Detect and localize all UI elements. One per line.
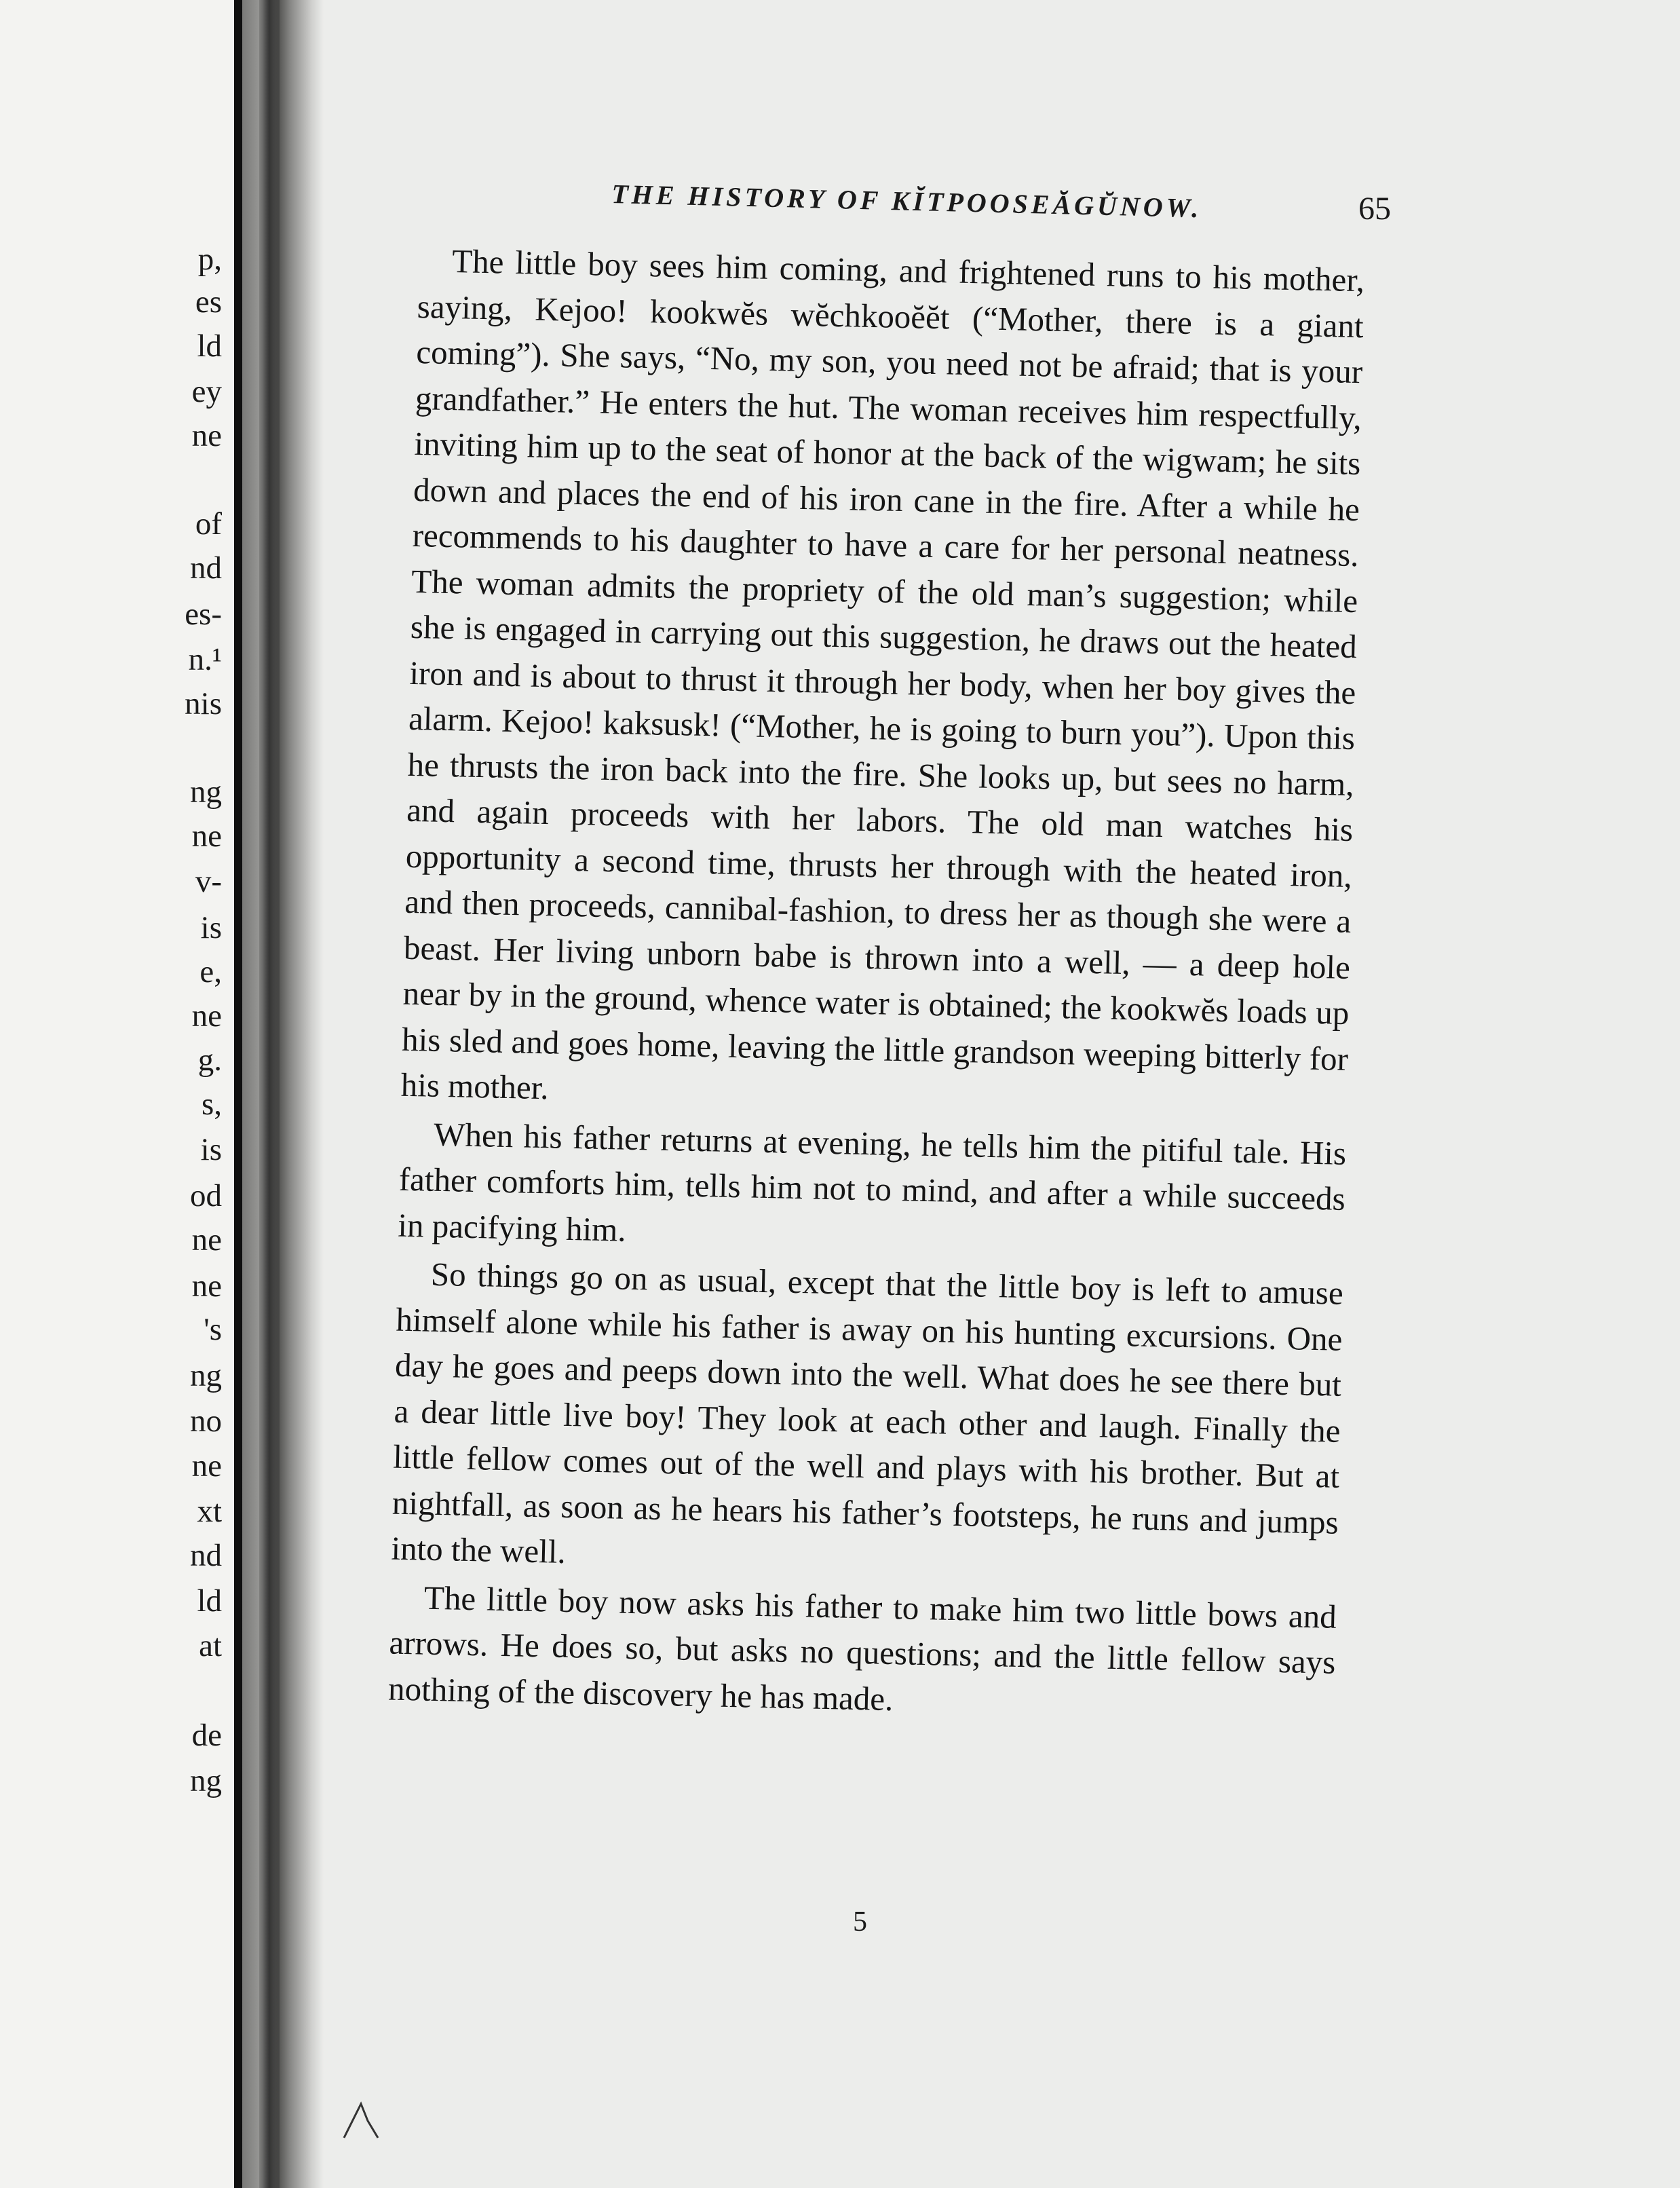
left-page-fragment: is [200, 910, 222, 945]
left-page-fragment: es- [185, 597, 222, 632]
left-page-fragment: of [195, 506, 222, 542]
left-page-fragment: s, [201, 1087, 222, 1122]
left-page-fragment: nis [185, 686, 222, 721]
paragraph-4: The little boy now asks his father to make him two little bows and arrows. He does so, but asks no questions; and the little fellow says nothing of the discovery he has made. [387, 1579, 1337, 1718]
left-page [0, 0, 234, 2188]
left-page-fragment: v- [195, 864, 222, 899]
left-page-fragment: ey [191, 374, 222, 409]
left-page-fragment: e, [199, 954, 222, 989]
left-page-fragment: de [191, 1718, 222, 1753]
left-page-fragment: ne [191, 1448, 222, 1484]
left-page-fragment: ne [191, 1268, 222, 1304]
left-page-fragment: p, [197, 242, 222, 277]
gutter-shadow [242, 0, 324, 2188]
left-page-fragment: at [199, 1628, 222, 1663]
left-page-fragment: xt [197, 1494, 222, 1529]
left-page-fragment: nd [190, 550, 222, 586]
left-page-fragment: ng [190, 1358, 222, 1393]
left-page-fragment: es [195, 284, 222, 320]
left-page-fragment: od [190, 1178, 222, 1213]
left-page-fragment: ne [191, 818, 222, 854]
left-page-fragment: g. [197, 1042, 222, 1078]
paragraph-3: So things go on as usual, except that the little boy is left to amuse himself alone while his father is away on his hunting excursions. One day he goes and peeps down into the well. What does he see there but a dear little live boy! They look at each other and laugh. Finally the little fellow comes out of the well and plays with his brother. But at nightfall, as soon as he hears his father’s footsteps, he runs and jumps into the well. [390, 1255, 1344, 1570]
left-page-fragment: n.¹ [188, 642, 222, 677]
paragraph-1: The little boy sees him coming, and frightened runs to his mother, saying, Kejoo! kookwĕs wĕchkooĕĕt (“Mother, there is a giant coming”). She says, “No, my son, you need not be afraid; that is your grandfather.” He enters the hut. The woman receives him respectfully, inviting him up to the seat of honor at the back of the wigwam; he sits down and places the end of his iron cane in the fire. After a while he recommends to his daughter to have a care for her personal neatness. The woman admits the propriety of the old man’s suggestion; while she is engaged in carrying out this suggestion, he draws out the heated iron and is about to thrust it through her body, when her boy gives the alarm. Kejoo! kaksusk! (“Mother, he is going to burn you”). Upon this he thrusts the iron back into the fire. She looks up, but sees no harm, and again proceeds with her labors. The old man watches his opportunity a second time, thrusts her through with the heated iron, and then proceeds, cannibal-fashion, to dress her as though she were a beast. Her living unborn babe is thrown into a well, — a deep hole near by in the ground, whence water is obtained; the kookwĕs loads up his sled and goes home, leaving the little grandson weeping bitterly for his mother. [400, 242, 1365, 1107]
left-page-fragment: ld [197, 328, 222, 364]
left-page-fragment: 's [204, 1312, 222, 1347]
left-page-fragment: ng [190, 774, 222, 810]
body-text [387, 238, 1364, 1734]
book-spine [234, 0, 242, 2188]
corner-scratch-icon [337, 2090, 392, 2145]
left-page-fragment: ne [191, 418, 222, 453]
page-number: 65 [1358, 191, 1391, 227]
right-page [242, 0, 1680, 2188]
signature-mark: 5 [853, 1906, 867, 1938]
left-page-fragment: no [190, 1403, 222, 1439]
gutter-fold [259, 0, 280, 2188]
left-page-fragment: ld [197, 1583, 222, 1619]
running-head: THE HISTORY OF KĬTPOOSEĂGŬNOW. [611, 178, 1202, 224]
left-page-fragment: ne [191, 998, 222, 1034]
left-page-fragment: nd [190, 1538, 222, 1573]
paragraph-2: When his father returns at evening, he tells him the pitiful tale. His father comforts him, tells him not to mind, and after a while succeeds in pacifying him. [397, 1115, 1347, 1249]
left-page-fragment: ng [190, 1763, 222, 1798]
left-page-fragment: ne [191, 1222, 222, 1258]
left-page-fragment: is [200, 1132, 222, 1167]
